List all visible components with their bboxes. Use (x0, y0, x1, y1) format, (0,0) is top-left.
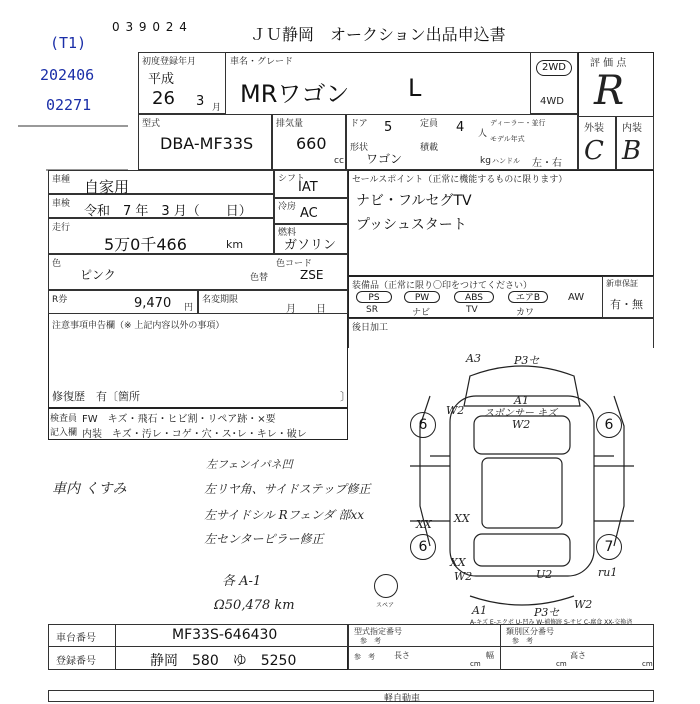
diag-note: スポンサー キズ (484, 408, 557, 419)
equip-ps: PS (356, 291, 392, 303)
transfer-label: 名変期限 (202, 295, 239, 305)
mileage-label: 走行 (52, 223, 71, 233)
cooler: AC (300, 206, 318, 221)
person-unit: 人 (478, 129, 488, 139)
damage-6-fl: 6 (410, 412, 436, 438)
color: ピンク (80, 268, 116, 282)
equip-pw: PW (404, 291, 440, 303)
ref-3: 参 考 (354, 653, 375, 661)
diag-a1: A1 (514, 394, 529, 407)
chassis-number: MF33S-646430 (172, 627, 278, 643)
model-label: 型式 (142, 119, 161, 129)
stamp-date: 202406 (40, 66, 95, 84)
hw-line-6: Ω50,478 km (214, 598, 295, 613)
equip-navi: ナビ (412, 308, 431, 318)
km-unit: km (226, 238, 244, 251)
shift-label: シフト (278, 174, 306, 184)
displacement-label: 排気量 (276, 119, 304, 129)
hw-line-2: 左リヤ角、サイドステップ修正 (204, 482, 371, 496)
equip-sr: SR (366, 305, 378, 315)
inspector-row-1: FW キズ・飛石・ヒビ割・リペア跡・×要 (82, 414, 276, 425)
color-code: ZSE (300, 268, 324, 282)
hw-line-1: 左フェンイパネ凹 (206, 458, 293, 471)
equip-airbag: エアB (508, 291, 548, 303)
displacement: 660 (296, 134, 327, 153)
damage-7-rr: 7 (596, 534, 622, 560)
sales-point-2: プッシュスタート (356, 217, 467, 233)
sales-label: セールスポイント（正常に機能するものに限ります） (352, 175, 568, 185)
drive-4wd: 4WD (540, 96, 564, 107)
ref-1: 参 考 (360, 637, 381, 645)
length-label: 長さ (394, 651, 410, 660)
int-score: B (622, 136, 642, 166)
plate-number: 静岡 580 ゆ 5250 (150, 653, 297, 669)
inspector-label-1: 検査員 (50, 414, 78, 424)
hw-line-5: 各 A-1 (222, 574, 262, 589)
model: DBA-MF33S (160, 134, 254, 153)
height-label: 高さ (570, 651, 586, 660)
diag-xx-1: XX (416, 518, 432, 531)
transfer: 月 日 (286, 304, 326, 315)
recycle: 9,470 (134, 296, 172, 311)
grade-label: 評 価 点 (590, 58, 627, 69)
handle-label: ハンドル (492, 157, 520, 165)
inspection-label: 車検 (52, 199, 71, 209)
reg-year: 26 (152, 88, 175, 109)
mileage: 5万0千466 (104, 235, 187, 254)
car-name: MRワゴン (240, 80, 350, 108)
capacity-label: 定員 (420, 119, 439, 129)
equip-leather: カワ (516, 308, 535, 318)
cooler-label: 冷房 (278, 202, 297, 212)
spare-circle (374, 574, 398, 598)
color-label: 色 (52, 259, 62, 269)
era: 平成 (148, 72, 175, 87)
reg-month: 3 (196, 94, 205, 109)
ext-label: 外装 (584, 123, 604, 134)
overall-score: R (594, 68, 625, 114)
width-label: 幅 (486, 651, 494, 660)
vehicle-type: 自家用 (84, 178, 130, 196)
inspector-row-2: 内装 キズ・汚レ・コゲ・穴・ス･レ・キレ・破レ (82, 429, 307, 440)
name-label: 車名・グレード (230, 57, 294, 67)
stamp-lot: 02271 (46, 96, 92, 114)
fuel: ガソリン (284, 238, 337, 253)
diag-a3: A3 (466, 352, 481, 365)
sales-point-1: ナビ・フルセグTV (356, 193, 472, 209)
diag-w2-d: W2 (574, 598, 593, 611)
handle: 左・右 (532, 158, 562, 169)
chassis-label: 車台番号 (56, 633, 96, 644)
spare-label: スペア (376, 602, 395, 609)
new-reg-label: 新車保証 (606, 279, 638, 288)
kg-unit: kg (480, 156, 491, 166)
diag-w2-b: W2 (512, 418, 531, 431)
fuel-label: 燃料 (278, 228, 297, 238)
hw-left-title: 車内 くすみ (52, 481, 127, 497)
diag-u2: U2 (536, 568, 553, 581)
equip-aw: AW (568, 292, 585, 303)
sheet-number: 0 3 9 0 2 4 (112, 20, 188, 34)
doors-label: ドア (350, 119, 368, 129)
month-unit: 月 (212, 103, 222, 113)
ref-2: 参 考 (512, 637, 533, 645)
hw-line-4: 左センターピラー修正 (204, 532, 324, 546)
hw-line-3: 左サイドシル Rフェンダ 部xx (204, 508, 364, 522)
kei-car-label: 軽自動車 (384, 694, 421, 704)
diag-w2-a: W2 (446, 404, 465, 417)
sheet-title: ＪＵ静岡 オークション出品申込書 (250, 25, 506, 44)
cat-label: 類別区分番号 (506, 627, 554, 636)
type-num-label: 型式指定番号 (354, 627, 402, 636)
diag-xx-2: XX (454, 512, 470, 525)
shape: ワゴン (366, 152, 403, 166)
yen-unit: 円 (184, 303, 194, 313)
int-label: 内装 (622, 123, 642, 134)
capacity: 4 (456, 120, 465, 135)
stamp-t1: (T1) (50, 34, 87, 52)
equipment-label: 装備品（正常に限り〇印をつけてください） (352, 281, 533, 291)
inspection: 令和 7 年 3 月（ 日） (84, 204, 252, 219)
equip-tv: TV (466, 305, 478, 315)
diag-xx-3: XX (450, 556, 466, 569)
new-reg: 有・無 (610, 298, 643, 311)
damage-legend: A-キズ E-エクボ U-凹み W-補修跡 S-サビ C-腐食 XX-交換済 (470, 619, 633, 626)
ext-score: C (584, 136, 604, 166)
load-label: 積載 (420, 143, 439, 153)
diag-p3: P3セ (514, 354, 540, 367)
repair-label: 修復歴 有〔箇所 (52, 390, 140, 403)
first-reg-label: 初度登録年月 (142, 57, 197, 67)
plate-label: 登録番号 (56, 656, 96, 667)
drive-2wd: 2WD (536, 60, 572, 76)
doors: 5 (384, 120, 393, 135)
color-code-label: 色コード (276, 259, 313, 269)
height-unit: cm (642, 660, 653, 668)
length-unit: cm (470, 660, 481, 668)
diag-ru1: ru1 (598, 566, 618, 579)
shift: IAT (298, 180, 318, 195)
equip-abs: ABS (454, 291, 494, 303)
damage-6-fr: 6 (596, 412, 622, 438)
inspector-label-2: 記入欄 (50, 428, 78, 438)
auction-sheet: (T1) 202406 02271 0 3 9 0 2 4 ＪＵ静岡 オークション出品申込書 初度登録年月 平成 26 3 月 車名・グレード MRワゴン L 2WD 4WD 型式 DBA-MF33S 排気量 660 cc ドア 5 定員 4 人 ディーラー・並行 モデル年式 形状 ワゴン 積載 kg ハンドル 左・右 評 価 点 R 外装 内装 C B 車種 自家用 車検 令和 7 年 3 月（ 日） 走行 5万0千466 km シフト IAT 冷房 AC 燃料 ガソリン 色 ピンク 色コード 色替 ZSE R券 9,470 円 名変期限 月 日 注意事項申告欄（※ 上記内容以外の事項） 修復歴 有〔箇所 〕 セールスポイント（正常に機能するものに限ります） ナビ・フルセグTV プッシュスタート 装備品（正常に限り〇印をつけてください） 新車保証 有・無 PS PW ABS エアB AW SR ナビ TV カワ 後日加工 検査員 記入欄 FW キズ・飛石・ヒビ割・リペア跡・×要 内装 キズ・汚レ・コゲ・穴・ス･レ・キレ・破レ 車内 くすみ 左フェンイパネ凹 左リヤ角、サイドステップ修正 左サイドシル Rフェンダ 部xx 左センターピラー修正 各 A-1 Ω50,478 km 6 6 6 7 A3 P3セ W2 A1 スポンサー キズ W2 XX XX XX W2 U2 ru1 A1 P3セ W2 スペア A-キズ E-エクボ U-凹み W-補修跡 S-サビ C-腐食 XX-交換済 車台番号 MF33S-646430 登録番号 静岡 580 ゆ 5250 型式指定番号 参 考 類別区分番号 参 考 参 考 長さ cm 幅 cm 高さ cm 軽自動車 (0, 0, 700, 700)
dealer-label: ディーラー・並行 (490, 119, 546, 127)
cc-unit: cc (334, 156, 344, 166)
diag-p3-b: P3セ (534, 606, 560, 619)
diag-a1-b: A1 (472, 604, 487, 617)
back-seat-label: 後日加工 (352, 323, 389, 333)
paint-label: 色替 (250, 273, 269, 283)
car-grade: L (408, 74, 422, 102)
model-year-label: モデル年式 (490, 135, 525, 143)
diag-w2-c: W2 (454, 570, 473, 583)
type-label: 車種 (52, 175, 71, 185)
width-unit: cm (556, 660, 567, 668)
caution-label: 注意事項申告欄（※ 上記内容以外の事項） (52, 321, 225, 331)
shape-label: 形状 (350, 143, 369, 153)
damage-6-rl: 6 (410, 534, 436, 560)
recycle-label: R券 (52, 295, 68, 305)
